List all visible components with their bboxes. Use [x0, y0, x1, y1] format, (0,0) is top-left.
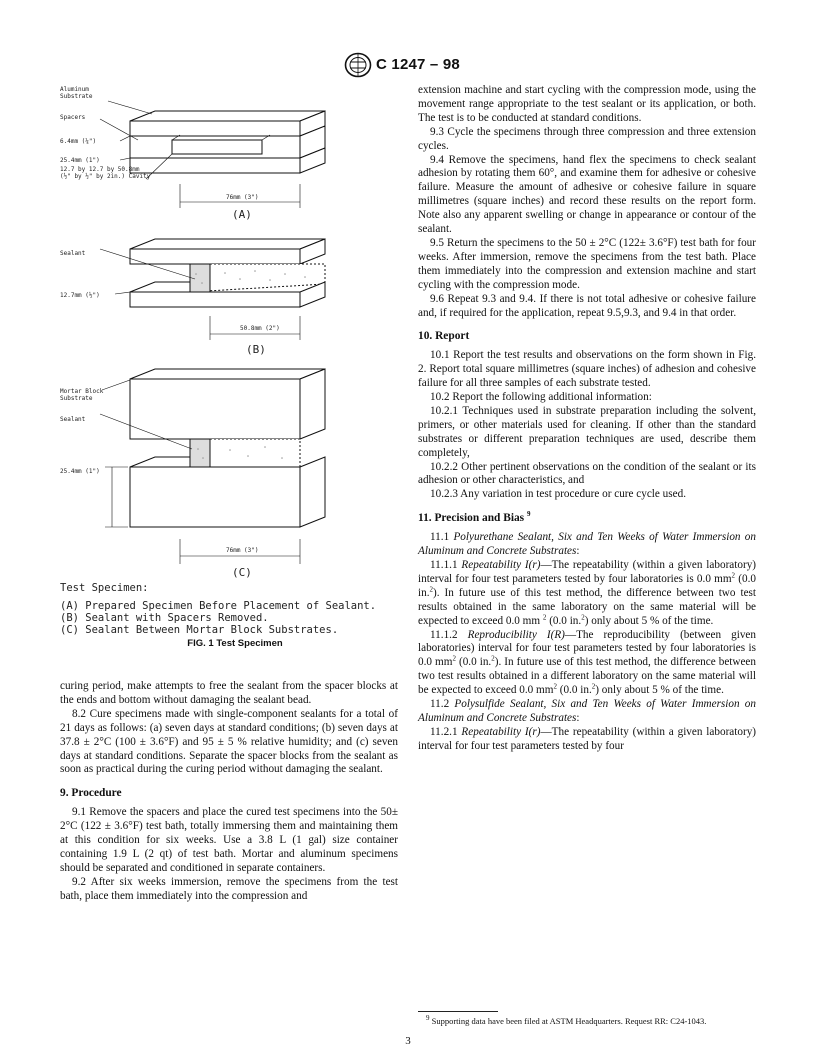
panel-c-label: (C): [232, 566, 252, 579]
paragraph-9-3: 9.3 Cycle the specimens through three compression and three extension cycles.: [418, 125, 756, 152]
footnote-mark: 9: [426, 1014, 430, 1023]
figure-1: [60, 84, 410, 664]
footnote: [418, 1016, 756, 1026]
paragraph-9-1: 9.1 Remove the spacers and place the cured test specimens into the 50± 2°C (122 ± 3.6°F) test bath, totally immersing them and maintaining them at this condition for six weeks. Use a 3.8 L (1 gal) size container containing 1.9 L (2 qt) of test bath. Mortar and aluminum specimens should be separated and conditioned in separate containers.: [60, 806, 398, 874]
label-depth-c: 25.4mm (1"): [60, 468, 100, 475]
paragraph-11-2-1: 11.2.1 Repeatability I(r)—The repeatability (within a given laboratory) interval for four test parameters tested by four: [418, 725, 757, 752]
paragraph-10-2-2: 10.2.2 Other pertinent observations on the condition of the sealant or its adhesion or other characteristics, and: [418, 460, 756, 487]
astm-logo-icon: [344, 52, 372, 78]
paragraph-11-2: 11.2 Polysulfide Sealant, Six and Ten Weeks of Water Immersion on Aluminum and Concrete Substrates:: [418, 698, 756, 724]
paragraph-11-1-2: 11.1.2 Reproducibility I(R)—The reproducibility (between given laboratories) interval for four test parameters tested by four laboratories is 0.0 $mm^2$ (0.0 in.$^2$). In future use of this test method, the difference between two test results obtained in a different laboratory on the same material will be expected to exceed 0.0 $mm^2$ (0.0 in.$^2$) only about 5 % of the time.: [418, 628, 756, 697]
label-cavity: 12.7 by 12.7 by 50.8mm (½" by ½" by 2in.) Cavity: [60, 166, 151, 180]
paragraph-9-6: 9.6 Repeat 9.3 and 9.4. If there is not total adhesive or cohesive failure and, if required for the application, repeat 9.5,9.3, and 9.4 in that order.: [418, 292, 756, 319]
label-spacer-thickness: 6.4mm (¼"): [60, 138, 97, 145]
page-header: [0, 52, 816, 82]
paragraph-9-2: 9.2 After six weeks immersion, remove the specimens from the test bath, place them immediately into the compression and: [60, 875, 398, 902]
legend-item-c: (C) Sealant Between Mortar Block Substrates.: [60, 624, 339, 636]
document-id: C 1247 – 98: [376, 56, 460, 73]
label-sealant-b: Sealant: [60, 250, 86, 257]
paragraph-10-2-1: 10.2.1 Techniques used in substrate preparation including the solvent, primers, or other materials used for cleaning. If other than the standard substrates or different preparation techniques are used, describe them completely,: [418, 404, 756, 459]
label-sealant-c: Sealant: [60, 416, 86, 423]
paragraph-10-1: 10.1 Report the test results and observations on the form shown in Fig. 2. Report total square millimetres (square inches) of adhesion and cohesive failure for all three samples of each substrate tested.: [418, 349, 756, 390]
paragraph-9-2-cont: extension machine and start cycling with the compression mode, using the movement range appropriate to the test sealant or its application, or both. The test is to be conducted at standard conditions.: [418, 84, 756, 124]
paragraph-10-2-3: 10.2.3 Any variation in test procedure or cure cycle used.: [430, 488, 686, 501]
label-width-a: 76mm (3"): [226, 194, 259, 201]
label-aluminum-substrate: Aluminum Substrate: [60, 86, 93, 100]
figure-caption: FIG. 1 Test Specimen: [187, 638, 283, 649]
section-11-heading: [418, 512, 756, 526]
footnote-ref: 9: [526, 510, 531, 519]
label-width-c: 76mm (3"): [226, 547, 259, 554]
paragraph-9-5: 9.5 Return the specimens to the 50 ± 2°C (122± 3.6°F) test bath for four weeks. After immersion, remove the specimens from the test bath. Place them immediately into the compression and extension machine and start cycling with the compression mode.: [418, 236, 756, 291]
paragraph-8-1-cont: curing period, make attempts to free the sealant from the spacer blocks at the ends and bottom without damaging the sealant bead.: [60, 680, 398, 706]
paragraph-11-1-1: 11.1.1 Repeatability I(r)—The repeatability (within a given laboratory) interval for four test parameters tested by four laboratories is 0.0 $mm^2$ (0.0 in.$^2$). In future use of this test method, the difference between two test results obtained in the same laboratory on the same material will be expected to exceed 0.0 mm $^2$ (0.0 in.$^2$) only about 5 % of the time.: [418, 559, 757, 627]
section-10-heading: 10. Report: [418, 330, 470, 343]
paragraph-11-1: 11.1 Polyurethane Sealant, Six and Ten Weeks of Water Immersion on Aluminum and Concrete Substrates:: [418, 531, 756, 558]
right-column: [418, 84, 756, 754]
paragraph-8-2: 8.2 Cure specimens made with single-component sealants for a total of 21 days as follows: (a) seven days at standard conditions; (b) seven days at 37.8 ± 2°C (100 ± 3.6°F) and 95 ± 5 % relative humidity; and (c) seven days at standard conditions. Separate the spacer blocks from the sealant as soon as practical during the curing period without damaging the sealant.: [60, 707, 398, 776]
legend-title: Test Specimen:: [60, 582, 149, 594]
page-number: 3: [405, 1035, 411, 1047]
left-column: [60, 680, 398, 904]
section-11-title: 11. Precision and Bias: [418, 512, 525, 525]
footnote-text: Supporting data have been filed at ASTM Headquarters. Request RR: C24-1043.: [431, 1016, 707, 1026]
label-depth-a: 25.4mm (1"): [60, 157, 100, 164]
legend-item-a: (A) Prepared Specimen Before Placement of Sealant.: [60, 600, 377, 612]
panel-a-label: (A): [232, 208, 252, 221]
label-mortar-substrate: Mortar Block Substrate: [60, 388, 104, 402]
paragraph-9-4: 9.4 Remove the specimens, hand flex the specimens to check sealant adhesion by rotating them 60°, and examine them for adhesive or cohesive failure. Measure the amount of adhesive or cohesive failure in square millimetres (square inches) and record these results on the report form. Note also any apparent swelling or change in appearance or contour of the sealant.: [418, 153, 756, 236]
section-9-heading: 9. Procedure: [60, 787, 122, 800]
panel-b-label: (B): [246, 343, 266, 356]
paragraph-10-2: 10.2 Report the following additional information:: [430, 391, 652, 404]
footnote-divider: [418, 1011, 498, 1012]
label-spacers: Spacers: [60, 114, 86, 121]
label-width-b: 50.8mm (2"): [240, 325, 280, 332]
label-joint-b: 12.7mm (½"): [60, 292, 100, 299]
legend-item-b: (B) Sealant with Spacers Removed.: [60, 612, 269, 624]
